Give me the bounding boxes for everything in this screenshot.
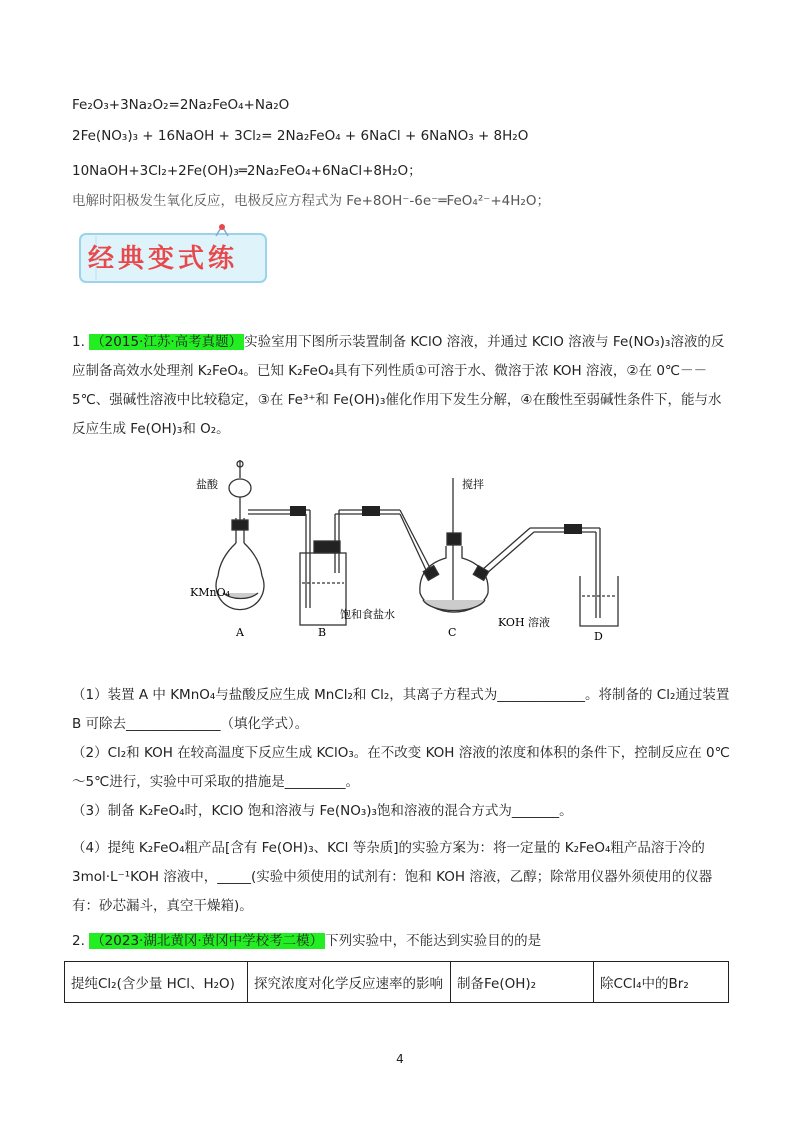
label-hcl: 盐酸 <box>196 478 218 491</box>
section-title: 经典变式练 <box>88 244 239 274</box>
label-stir: 搅拌 <box>462 478 484 491</box>
label-d: D <box>594 630 603 643</box>
table-cell: 探究浓度对化学反应速率的影响 <box>248 962 451 1003</box>
q1-source: （2015·江苏·高考真题） <box>91 334 243 350</box>
label-kmno4: KMnO₄ <box>190 586 230 599</box>
apparatus-d <box>580 576 618 626</box>
q2-source: （2023·湖北黄冈·黄冈中学校考二模） <box>91 933 324 949</box>
q2-options-table <box>64 961 729 1003</box>
table-cell: 提纯Cl₂(含少量 HCl、H₂O) <box>65 962 248 1003</box>
q1-stem <box>72 328 732 444</box>
label-brine: 饱和食盐水 <box>340 608 395 621</box>
q2-stem <box>72 927 732 956</box>
label-c: C <box>448 626 457 639</box>
label-a: A <box>236 626 244 639</box>
table-row <box>65 962 729 1003</box>
apparatus-a <box>216 460 310 610</box>
q1-sub2: （2）Cl₂和 KOH 在较高温度下反应生成 KClO₃。在不改变 KOH 溶液的浓度和体积的条件下，控制反应在 0℃～5℃进行，实验中可采取的措施是_________。 <box>72 745 730 790</box>
q1-sub4: （4）提纯 K₂FeO₄粗产品[含有 Fe(OH)₃、KCl 等杂质]的实验方案为：将一定量的 K₂FeO₄粗产品溶于冷的 3mol·L⁻¹KOH 溶液中，_____(实验中须使用的试剂有：饱和 KOH 溶液，乙醇；除常用仪器外须使用的仪器有：砂芯漏斗，真空干燥箱)。 <box>72 840 713 914</box>
q1-sub1: （1）装置 A 中 KMnO₄与盐酸反应生成 MnCl₂和 Cl₂，其离子方程式为_____________。将制备的 Cl₂通过装置 B 可除去______________（填化学式）。 <box>72 687 730 732</box>
table-cell: 制备Fe(OH)₂ <box>451 962 594 1003</box>
q1-sub3: （3）制备 K₂FeO₄时，KClO 饱和溶液与 Fe(NO₃)₃饱和溶液的混合方式为_______。 <box>72 803 573 819</box>
table-cell: 除CCl₄中的Br₂ <box>594 962 729 1003</box>
apparatus-c <box>400 478 600 618</box>
label-koh: KOH 溶液 <box>498 616 551 629</box>
q1-text: 实验室用下图所示装置制备 KClO 溶液，并通过 KClO 溶液与 Fe(NO₃)₃溶液的反应制备高效水处理剂 K₂FeO₄。已知 K₂FeO₄具有下列性质①可溶于水、微溶于浓 KOH 溶液，②在 0℃－－5℃、强碱性溶液中比较稳定，③在 Fe³⁺和 Fe(OH)₃催化作用下发生分解，④在酸性至弱碱性条件下，能与水反应生成 Fe(OH)₃和 O₂。 <box>72 334 725 437</box>
q1-number: 1. <box>72 334 85 350</box>
equation-3: 10NaOH+3Cl₂+2Fe(OH)₃═2Na₂FeO₄+6NaCl+8H₂O； <box>72 163 422 179</box>
page-number: 4 <box>396 1052 404 1066</box>
equation-1: Fe₂O₃+3Na₂O₂=2Na₂FeO₄+Na₂O <box>72 97 290 113</box>
label-b: B <box>318 626 327 639</box>
q2-text: 下列实验中，不能达到实验目的的是 <box>325 933 542 949</box>
apparatus-figure <box>190 458 620 643</box>
q2-number: 2. <box>72 933 85 949</box>
equation-2: 2Fe(NO₃)₃ + 16NaOH + 3Cl₂= 2Na₂FeO₄ + 6NaCl + 6NaNO₃ + 8H₂O <box>72 128 529 144</box>
equation-4: 电解时阳极发生氧化反应，电极反应方程式为 Fe+8OH⁻-6e⁻═FeO₄²⁻+4H₂O； <box>72 193 550 209</box>
